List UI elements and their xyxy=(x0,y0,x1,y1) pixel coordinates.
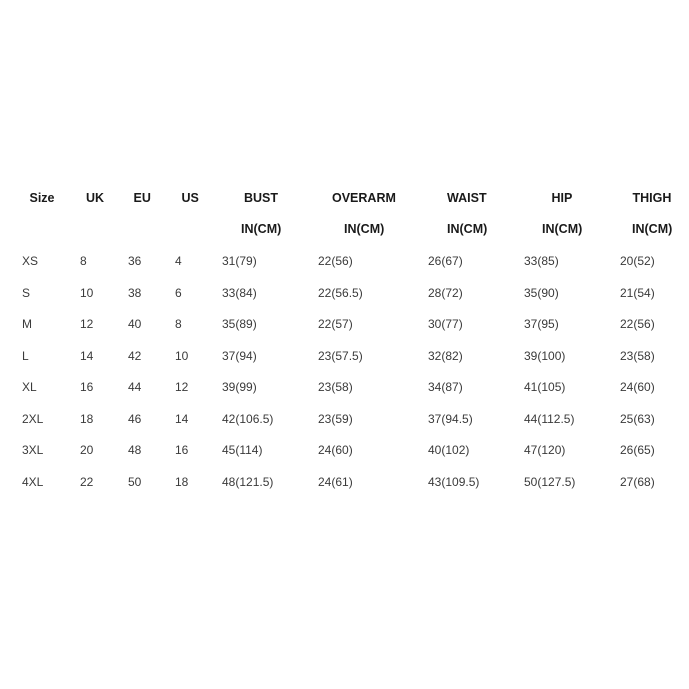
column-header-bust: BUST xyxy=(244,191,279,205)
table-cell: 10 xyxy=(175,348,189,363)
table-cell: 20(52) xyxy=(620,254,655,268)
table-cell: 2XL xyxy=(22,411,44,426)
table-cell: 16 xyxy=(175,443,189,457)
column-header-size: Size xyxy=(29,191,55,205)
table-cell: 12 xyxy=(80,317,94,331)
column-unit-label: IN(CM) xyxy=(447,222,488,236)
table-cell: L xyxy=(22,348,29,363)
table-cell: XL xyxy=(22,380,37,394)
table-cell: 20 xyxy=(80,443,94,457)
table-cell: 48(121.5) xyxy=(222,474,274,489)
table-cell: 4 xyxy=(175,254,182,268)
table-cell: 14 xyxy=(80,348,94,363)
table-cell: 12 xyxy=(175,380,189,394)
table-cell: XS xyxy=(22,254,39,268)
table-cell: 14 xyxy=(175,411,189,426)
column-header-hip: HIP xyxy=(551,191,573,205)
table-cell: 24(61) xyxy=(318,474,353,489)
table-cell: 39(100) xyxy=(524,348,566,363)
table-cell: 40(102) xyxy=(428,443,470,457)
table-cell: 22(57) xyxy=(318,317,353,331)
table-cell: 37(95) xyxy=(524,317,559,331)
table-cell: 23(58) xyxy=(620,348,655,363)
table-cell: 25(63) xyxy=(620,411,655,426)
table-cell: 48 xyxy=(128,443,142,457)
table-cell: 37(94.5) xyxy=(428,411,473,426)
table-cell: 40 xyxy=(128,317,142,331)
table-cell: 41(105) xyxy=(524,380,566,394)
column-header-waist: WAIST xyxy=(447,191,487,205)
table-cell: 8 xyxy=(80,254,87,268)
table-cell: 43(109.5) xyxy=(428,474,480,489)
table-cell: 35(89) xyxy=(222,317,257,331)
table-cell: 34(87) xyxy=(428,380,463,394)
table-cell: 32(82) xyxy=(428,348,463,363)
table-cell: 23(58) xyxy=(318,380,353,394)
table-cell: 33(84) xyxy=(222,285,257,300)
table-cell: 47(120) xyxy=(524,443,566,457)
column-unit-label: IN(CM) xyxy=(632,222,673,236)
table-cell: 31(79) xyxy=(222,254,257,268)
table-cell: 39(99) xyxy=(222,380,257,394)
table-cell: 38 xyxy=(128,285,142,300)
table-cell: 24(60) xyxy=(318,443,353,457)
table-cell: 30(77) xyxy=(428,317,463,331)
column-header-eu: EU xyxy=(133,191,151,205)
column-header-us: US xyxy=(181,191,199,205)
table-cell: 22 xyxy=(80,474,94,489)
table-cell: 36 xyxy=(128,254,142,268)
table-cell: 50 xyxy=(128,474,142,489)
table-cell: 21(54) xyxy=(620,285,655,300)
table-cell: 22(56) xyxy=(620,317,655,331)
table-cell: 44 xyxy=(128,380,142,394)
table-cell: S xyxy=(22,285,31,300)
table-cell: 23(59) xyxy=(318,411,353,426)
table-cell: 46 xyxy=(128,411,142,426)
table-cell: 18 xyxy=(175,474,189,489)
table-cell: 37(94) xyxy=(222,348,257,363)
table-cell: 50(127.5) xyxy=(524,474,576,489)
table-cell: 35(90) xyxy=(524,285,559,300)
table-cell: 42 xyxy=(128,348,142,363)
table-cell: 6 xyxy=(175,285,182,300)
table-cell: 22(56) xyxy=(318,254,353,268)
column-header-uk: UK xyxy=(86,191,105,205)
table-cell: 44(112.5) xyxy=(524,411,575,426)
table-cell: 28(72) xyxy=(428,285,463,300)
table-cell: 4XL xyxy=(22,474,44,489)
column-unit-label: IN(CM) xyxy=(542,222,583,236)
table-cell: 23(57.5) xyxy=(318,348,363,363)
table-cell: 27(68) xyxy=(620,474,655,489)
column-unit-label: IN(CM) xyxy=(241,222,282,236)
column-header-overarm: OVERARM xyxy=(332,191,396,205)
table-cell: 24(60) xyxy=(620,380,655,394)
column-header-thigh: THIGH xyxy=(632,191,672,205)
table-cell: 10 xyxy=(80,285,94,300)
table-cell: 42(106.5) xyxy=(222,411,274,426)
table-cell: 8 xyxy=(175,317,182,331)
table-cell: 33(85) xyxy=(524,254,559,268)
table-cell: 3XL xyxy=(22,443,44,457)
table-cell: M xyxy=(22,317,32,331)
table-cell: 45(114) xyxy=(222,443,263,457)
table-cell: 22(56.5) xyxy=(318,285,363,300)
table-cell: 26(65) xyxy=(620,443,655,457)
table-cell: 26(67) xyxy=(428,254,463,268)
table-cell: 16 xyxy=(80,380,94,394)
column-unit-label: IN(CM) xyxy=(344,222,385,236)
table-cell: 18 xyxy=(80,411,94,426)
